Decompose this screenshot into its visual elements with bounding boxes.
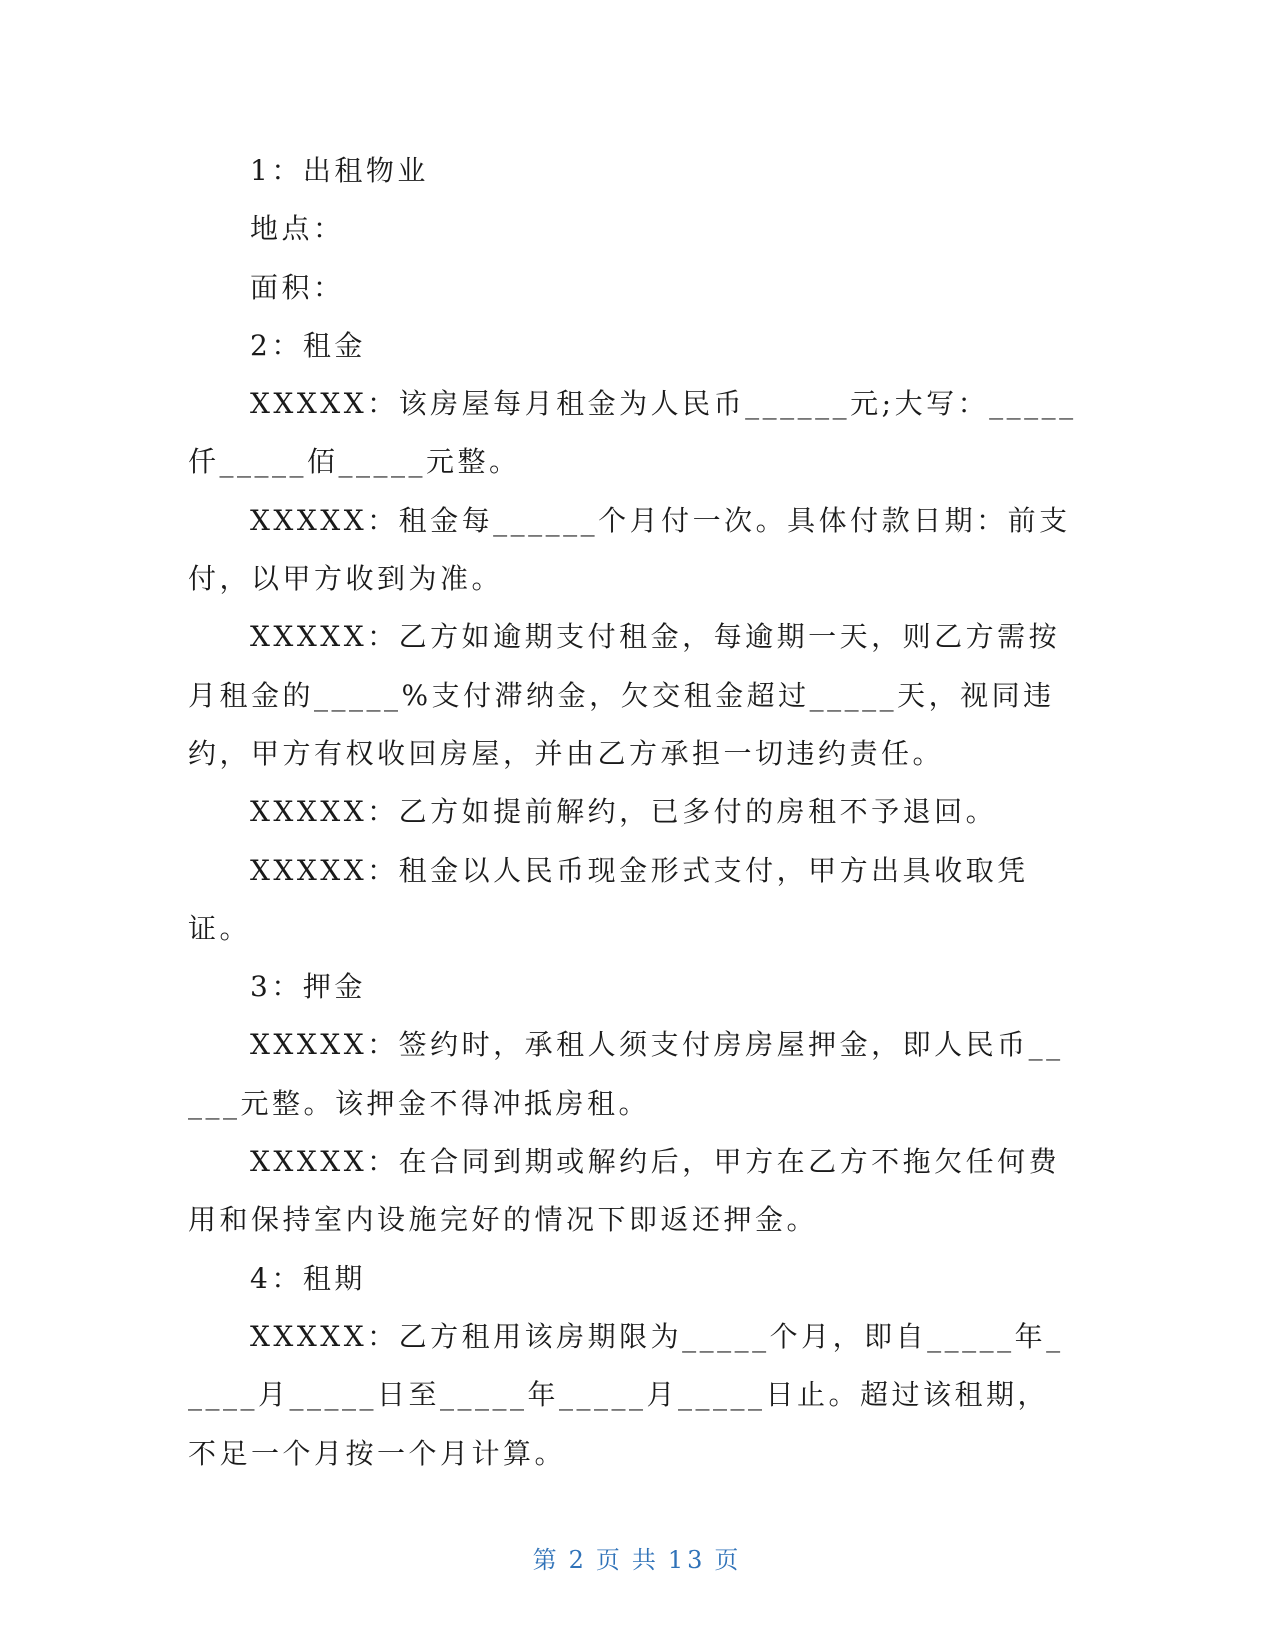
footer-prefix: 第	[532, 1546, 561, 1574]
footer-page-label: 页	[595, 1546, 624, 1574]
payment-form-clause: XXXXX：租金以人民币现金形式支付，甲方出具收取凭证。	[188, 853, 1029, 945]
section-1-heading: 1：出租物业	[250, 154, 429, 187]
footer-total-label: 共	[631, 1546, 660, 1574]
area-field: 面积：	[250, 270, 345, 304]
current-page-number: 2	[568, 1546, 588, 1574]
total-pages-number: 13	[667, 1546, 707, 1574]
page-footer	[0, 1540, 1275, 1575]
late-payment-clause: XXXXX：乙方如逾期支付租金，每逾期一天，则乙方需按月租金的_____%支付滞纳金，欠交租金超过_____天，视同违约，甲方有权收回房屋，并由乙方承担一切违约责任。	[188, 620, 1061, 770]
document-body	[188, 142, 1078, 1483]
rent-amount-clause: XXXXX：该房屋每月租金为人民币______元;大写：_____仟_____佰_____元整。	[188, 387, 1077, 479]
early-termination-clause: XXXXX：乙方如提前解约，已多付的房租不予退回。	[250, 795, 998, 829]
section-3-heading: 3：押金	[250, 970, 366, 1004]
location-field: 地点：	[250, 212, 345, 246]
lease-term-clause: XXXXX：乙方租用该房期限为_____个月，即自_____年_____月_____日至_____年_____月_____日止。超过该租期，不足一个月按一个月计算。	[188, 1319, 1064, 1470]
deposit-return-clause: XXXXX：在合同到期或解约后，甲方在乙方不拖欠任何费用和保持室内设施完好的情况下即返还押金。	[188, 1145, 1061, 1237]
section-2-heading: 2：租金	[250, 328, 366, 362]
deposit-amount-clause: XXXXX：签约时，承租人须支付房房屋押金，即人民币_____元整。该押金不得冲抵房租。	[188, 1028, 1064, 1120]
section-4-heading: 4：租期	[250, 1261, 366, 1295]
footer-suffix: 页	[714, 1546, 743, 1574]
rent-payment-clause: XXXXX：租金每______个月付一次。具体付款日期：前支付，以甲方收到为准。	[188, 503, 1071, 596]
